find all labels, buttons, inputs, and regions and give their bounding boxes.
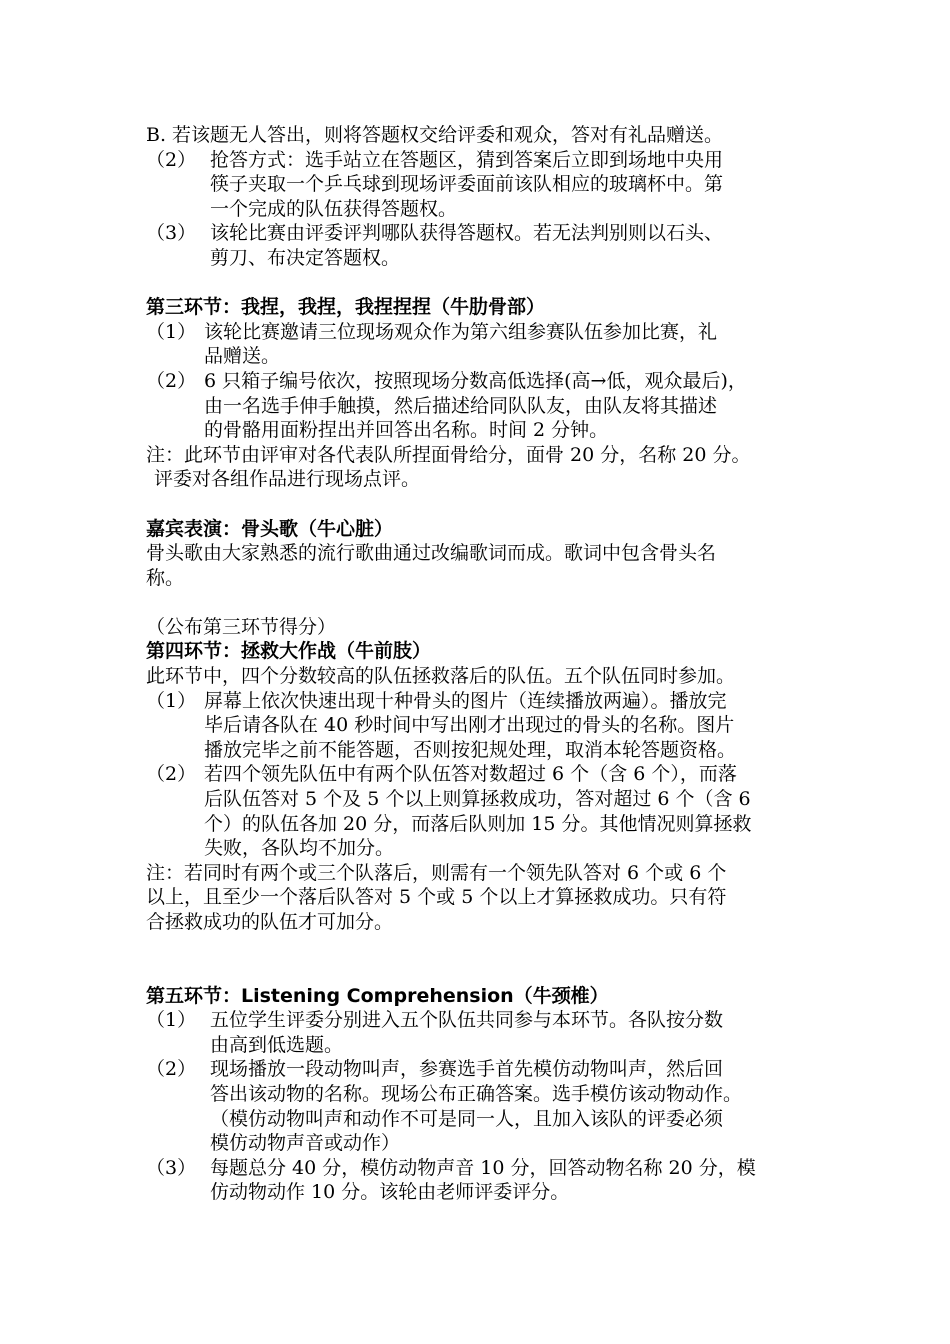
item-text: 该轮比赛由评委评判哪队获得答题权。若无法判别则以石头、 (210, 222, 724, 245)
list-item (146, 221, 826, 270)
item-text: 后队伍答对 5 个及 5 个以上则算拯救成功，答对超过 6 个（含 6 (204, 788, 751, 811)
list-item (146, 762, 826, 860)
item-text: 播放完毕之前不能答题，否则按犯规处理，取消本轮答题资格。 (204, 738, 737, 761)
item-number: （1） (146, 689, 197, 712)
item-number: （1） (146, 1009, 197, 1032)
item-text: 剪刀、布决定答题权。 (210, 246, 401, 269)
announcement: （公布第三环节得分） (146, 615, 337, 638)
note-text: 注：若同时有两个或三个队落后，则需有一个领先队答对 6 个或 6 个 (146, 861, 727, 884)
item-text: 屏幕上依次快速出现十种骨头的图片（连续播放两遍）。播放完 (204, 689, 727, 712)
item-text: 模仿动物声音或动作） (210, 1132, 401, 1155)
section-title-5: 第五环节：Listening Comprehension（牛颈椎） (146, 984, 609, 1007)
list-item (146, 1008, 826, 1057)
item-number: （2） (146, 763, 197, 786)
paragraph: 骨头歌由大家熟悉的流行歌曲通过改编歌词而成。歌词中包含骨头名 (146, 542, 717, 565)
section-title-4: 第四环节：拯救大作战（牛前肢） (146, 640, 432, 663)
item-text: 毕后请各队在 40 秒时间中写出刚才出现过的骨头的名称。图片 (204, 714, 735, 737)
item-number: （3） (146, 222, 197, 245)
paragraph: 此环节中，四个分数较高的队伍拯救落后的队伍。五个队伍同时参加。 (146, 665, 736, 688)
item-text: 失败，各队均不加分。 (204, 837, 395, 860)
item-text: （模仿动物叫声和动作不可是同一人，且加入该队的评委必须 (210, 1107, 724, 1130)
list-item (146, 1156, 826, 1205)
item-number: （3） (146, 1156, 197, 1179)
item-text: 五位学生评委分别进入五个队伍共同参与本环节。各队按分数 (210, 1009, 724, 1032)
note-text: 评委对各组作品进行现场点评。 (154, 468, 421, 491)
item-text: 6 只箱子编号依次，按照现场分数高低选择(高→低，观众最后)， (204, 369, 747, 392)
item-text: 由一名选手伸手触摸，然后描述给同队队友，由队友将其描述 (204, 394, 718, 417)
item-number: （2） (146, 148, 197, 171)
section-title-3: 第三环节：我捏，我捏，我捏捏捏（牛肋骨部） (146, 296, 546, 319)
item-text: 仿动物动作 10 分。该轮由老师评委评分。 (210, 1181, 570, 1204)
item-text: 品赠送。 (204, 345, 281, 368)
item-text: 筷子夹取一个乒乓球到现场评委面前该队相应的玻璃杯中。第 (210, 173, 724, 196)
note-text: 以上，且至少一个落后队答对 5 个或 5 个以上才算拯救成功。只有符 (146, 886, 727, 909)
item-text: 抢答方式：选手站立在答题区，猜到答案后立即到场地中央用 (210, 148, 724, 171)
item-number: （2） (146, 369, 197, 392)
paragraph: 称。 (146, 566, 185, 589)
item-text: 若四个领先队伍中有两个队伍答对数超过 6 个（含 6 个），而落 (204, 763, 737, 786)
section-title-guest: 嘉宾表演：骨头歌（牛心脏） (146, 517, 394, 540)
list-item (146, 689, 826, 763)
note-text: 合拯救成功的队伍才可加分。 (146, 911, 394, 933)
item-text: 每题总分 40 分，模仿动物声音 10 分，回答动物名称 20 分，模 (210, 1156, 756, 1179)
item-text: 的骨骼用面粉捏出并回答出名称。时间 2 分钟。 (204, 419, 609, 442)
list-item (146, 320, 826, 369)
item-text: 由高到低选题。 (210, 1033, 344, 1056)
list-item (146, 148, 826, 222)
item-text: 该轮比赛邀请三位现场观众作为第六组参赛队伍参加比赛，礼 (204, 320, 718, 343)
item-text: 一个完成的队伍获得答题权。 (210, 197, 458, 220)
note-text: 注：此环节由评审对各代表队所捏面骨给分，面骨 20 分，名称 20 分。 (146, 443, 751, 466)
paragraph-b: B. 若该题无人答出，则将答题权交给评委和观众，答对有礼品赠送。 (146, 124, 724, 146)
list-item (146, 1057, 826, 1155)
document-body (146, 123, 826, 1205)
item-text: 个）的队伍各加 20 分，而落后队则加 15 分。其他情况则算拯救 (204, 812, 752, 835)
list-item (146, 369, 826, 443)
item-number: （2） (146, 1058, 197, 1081)
item-text: 答出该动物的名称。现场公布正确答案。选手模仿该动物动作。 (210, 1082, 743, 1105)
item-number: （1） (146, 320, 197, 343)
item-text: 现场播放一段动物叫声，参赛选手首先模仿动物叫声，然后回 (210, 1058, 724, 1081)
